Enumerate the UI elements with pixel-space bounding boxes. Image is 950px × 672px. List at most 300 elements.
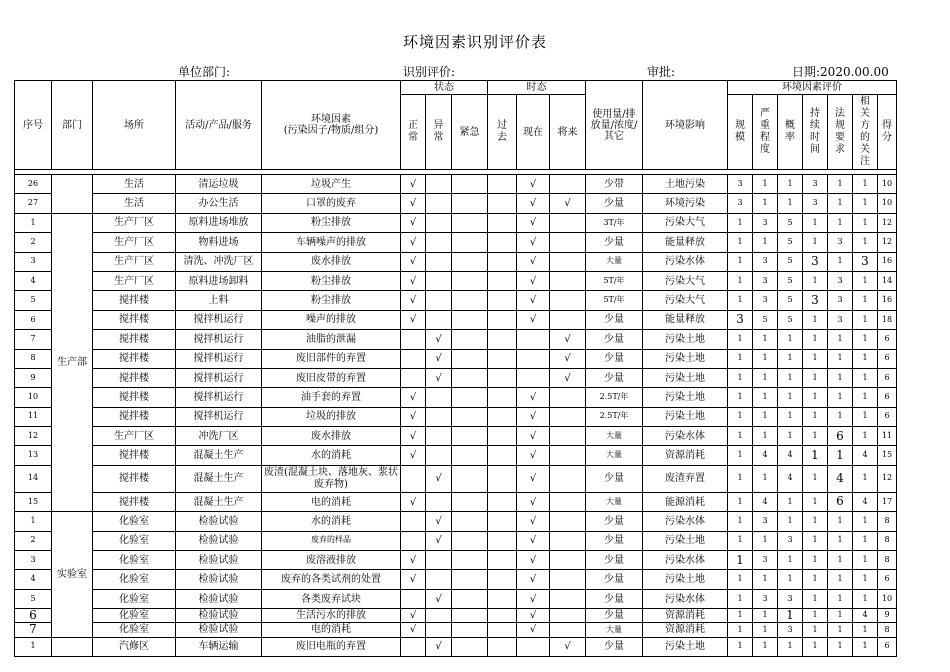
cell-score: 18: [878, 310, 897, 329]
cell-activity: 车辆运输: [176, 637, 262, 656]
header-state-urgent: 紧急: [452, 95, 488, 170]
cell-duration: 1: [803, 637, 828, 656]
cell-activity: 检验试验: [176, 570, 262, 589]
cell-abnormal: [426, 623, 452, 637]
table-body: [15, 175, 897, 657]
cell-seq: 8: [15, 349, 52, 368]
cell-factor: 生活污水的排放: [262, 609, 401, 623]
cell-usage: 大量: [586, 492, 643, 511]
cell-concern: 1: [853, 213, 878, 232]
header-eval: 环境因素评价: [728, 81, 897, 95]
cell-severity: 1: [753, 388, 778, 407]
cell-factor: 水的消耗: [262, 512, 401, 531]
cell-normal: [401, 330, 426, 349]
evaluation-table: [14, 80, 897, 657]
cell-usage: 少量: [586, 570, 643, 589]
cell-activity: 混凝土生产: [176, 446, 262, 465]
cell-concern: 1: [853, 551, 878, 570]
cell-severity: 1: [753, 233, 778, 252]
cell-impact: 污染水体: [643, 427, 728, 446]
cell-now: √: [517, 213, 550, 232]
cell-factor: 废旧部件的弃置: [262, 349, 401, 368]
cell-concern: 1: [853, 233, 878, 252]
cell-duration: 3: [803, 194, 828, 213]
cell-past: [488, 446, 517, 465]
cell-activity: 办公生活: [176, 194, 262, 213]
cell-severity: 1: [753, 623, 778, 637]
table-row: [15, 589, 897, 608]
cell-prob: 1: [778, 512, 803, 531]
cell-urgent: [452, 388, 488, 407]
cell-place: 搅拌楼: [93, 368, 176, 387]
cell-seq: 3: [15, 252, 52, 271]
cell-past: [488, 589, 517, 608]
cell-now: √: [517, 407, 550, 426]
header-impact: 环境影响: [643, 81, 728, 170]
cell-concern: 1: [853, 570, 878, 589]
cell-normal: [401, 368, 426, 387]
table-row: [15, 609, 897, 623]
cell-impact: 污染大气: [643, 213, 728, 232]
cell-future: [550, 623, 586, 637]
cell-concern: 4: [853, 609, 878, 623]
cell-place: 化验室: [93, 623, 176, 637]
cell-concern: 1: [853, 330, 878, 349]
cell-concern: 1: [853, 271, 878, 290]
cell-scale: 1: [728, 589, 753, 608]
cell-impact: 污染大气: [643, 291, 728, 310]
cell-law: 1: [828, 551, 853, 570]
cell-usage: 少量: [586, 330, 643, 349]
cell-prob: 1: [778, 407, 803, 426]
cell-abnormal: [426, 175, 452, 194]
cell-impact: 能量释放: [643, 233, 728, 252]
cell-factor: 油脂的泄漏: [262, 330, 401, 349]
cell-impact: 污染土地: [643, 570, 728, 589]
header-tense: 时态: [488, 81, 586, 95]
cell-impact: 资源消耗: [643, 609, 728, 623]
cell-activity: 上料: [176, 291, 262, 310]
cell-severity: 1: [753, 368, 778, 387]
cell-law: 1: [828, 609, 853, 623]
dept-label: 单位部门:: [178, 65, 231, 79]
cell-score: 10: [878, 194, 897, 213]
header-usage: 使用量/排放量/浓度/其它: [586, 81, 643, 170]
cell-future: [550, 213, 586, 232]
cell-seq: 1: [15, 512, 52, 531]
cell-place: 生活: [93, 175, 176, 194]
cell-usage: 大量: [586, 427, 643, 446]
cell-urgent: [452, 368, 488, 387]
header-tense-future: 将来: [550, 95, 586, 170]
cell-concern: 1: [853, 512, 878, 531]
cell-now: √: [517, 531, 550, 550]
cell-scale: 3: [728, 175, 753, 194]
header-eval-duration: 持续时间: [803, 95, 828, 170]
cell-law: 1: [828, 213, 853, 232]
cell-abnormal: √: [426, 330, 452, 349]
cell-place: 搅拌楼: [93, 446, 176, 465]
cell-abnormal: [426, 427, 452, 446]
cell-impact: 污染水体: [643, 589, 728, 608]
cell-past: [488, 531, 517, 550]
table-row: [15, 531, 897, 550]
cell-normal: [401, 531, 426, 550]
cell-normal: √: [401, 213, 426, 232]
cell-duration: 1: [803, 492, 828, 511]
cell-prob: 1: [778, 349, 803, 368]
cell-usage: 大量: [586, 446, 643, 465]
cell-duration: 1: [803, 368, 828, 387]
cell-duration: 3: [803, 252, 828, 271]
cell-prob: 5: [778, 233, 803, 252]
cell-now: [517, 637, 550, 656]
cell-factor: 水的消耗: [262, 446, 401, 465]
cell-normal: [401, 512, 426, 531]
cell-seq: 1: [15, 637, 52, 656]
cell-duration: 1: [803, 310, 828, 329]
cell-abnormal: [426, 233, 452, 252]
cell-scale: 1: [728, 551, 753, 570]
cell-scale: 1: [728, 271, 753, 290]
cell-law: 1: [828, 349, 853, 368]
cell-concern: 1: [853, 310, 878, 329]
cell-impact: 污染土地: [643, 531, 728, 550]
cell-scale: 3: [728, 194, 753, 213]
cell-duration: 1: [803, 551, 828, 570]
cell-duration: 1: [803, 570, 828, 589]
cell-scale: 1: [728, 330, 753, 349]
table-row: [15, 388, 897, 407]
cell-law: 3: [828, 291, 853, 310]
cell-law: 1: [828, 194, 853, 213]
cell-normal: [401, 349, 426, 368]
header-state: 状态: [401, 81, 488, 95]
cell-duration: 3: [803, 291, 828, 310]
cell-abnormal: √: [426, 512, 452, 531]
table-row: [15, 492, 897, 511]
table-row: [15, 271, 897, 290]
cell-scale: 1: [728, 492, 753, 511]
cell-activity: 检验试验: [176, 623, 262, 637]
cell-now: √: [517, 252, 550, 271]
cell-place: 搅拌楼: [93, 407, 176, 426]
cell-abnormal: √: [426, 531, 452, 550]
cell-place: 生活: [93, 194, 176, 213]
header-eval-scale: 规模: [728, 95, 753, 170]
table-row: [15, 175, 897, 194]
cell-seq: 15: [15, 492, 52, 511]
cell-now: √: [517, 492, 550, 511]
cell-prob: 1: [778, 570, 803, 589]
cell-law: 6: [828, 492, 853, 511]
cell-duration: 3: [803, 175, 828, 194]
cell-severity: 3: [753, 213, 778, 232]
cell-place: 搅拌楼: [93, 388, 176, 407]
cell-prob: 5: [778, 310, 803, 329]
cell-place: 化验室: [93, 512, 176, 531]
cell-usage: 少量: [586, 531, 643, 550]
cell-normal: √: [401, 623, 426, 637]
cell-concern: 1: [853, 427, 878, 446]
cell-normal: [401, 589, 426, 608]
cell-normal: √: [401, 407, 426, 426]
cell-usage: 大量: [586, 252, 643, 271]
cell-scale: 1: [728, 368, 753, 387]
cell-past: [488, 233, 517, 252]
cell-severity: 5: [753, 310, 778, 329]
cell-abnormal: √: [426, 637, 452, 656]
cell-prob: 5: [778, 252, 803, 271]
cell-urgent: [452, 407, 488, 426]
cell-seq: 2: [15, 233, 52, 252]
cell-law: 3: [828, 271, 853, 290]
cell-usage: 少量: [586, 465, 643, 492]
cell-usage: 少带: [586, 175, 643, 194]
cell-abnormal: √: [426, 589, 452, 608]
cell-severity: 1: [753, 465, 778, 492]
cell-law: 1: [828, 589, 853, 608]
cell-activity: 搅拌机运行: [176, 349, 262, 368]
cell-prob: 1: [778, 368, 803, 387]
cell-now: √: [517, 310, 550, 329]
cell-future: √: [550, 368, 586, 387]
cell-urgent: [452, 310, 488, 329]
cell-seq: 6: [15, 609, 52, 623]
cell-impact: 污染土地: [643, 388, 728, 407]
header-tense-past: 过去: [488, 95, 517, 170]
cell-law: 6: [828, 427, 853, 446]
cell-concern: 4: [853, 492, 878, 511]
cell-normal: √: [401, 194, 426, 213]
cell-law: 1: [828, 330, 853, 349]
cell-activity: 物料进场: [176, 233, 262, 252]
cell-activity: 检验试验: [176, 551, 262, 570]
cell-duration: 1: [803, 349, 828, 368]
cell-impact: 资源消耗: [643, 623, 728, 637]
cell-factor: 废水排放: [262, 427, 401, 446]
cell-seq: 7: [15, 623, 52, 637]
cell-concern: 1: [853, 407, 878, 426]
table-row: [15, 446, 897, 465]
cell-seq: 4: [15, 570, 52, 589]
cell-impact: 污染土地: [643, 407, 728, 426]
cell-duration: 1: [803, 427, 828, 446]
cell-impact: 能源消耗: [643, 492, 728, 511]
header-eval-severity: 严重程度: [753, 95, 778, 170]
header-eval-concern: 相关方的关注: [853, 95, 878, 170]
cell-place: 搅拌楼: [93, 465, 176, 492]
cell-urgent: [452, 570, 488, 589]
cell-now: √: [517, 570, 550, 589]
cell-prob: 5: [778, 291, 803, 310]
cell-duration: 1: [803, 233, 828, 252]
cell-activity: 搅拌机运行: [176, 330, 262, 349]
header-tense-now: 现在: [517, 95, 550, 170]
cell-now: √: [517, 623, 550, 637]
cell-scale: 1: [728, 213, 753, 232]
cell-severity: 1: [753, 194, 778, 213]
cell-normal: √: [401, 388, 426, 407]
cell-now: √: [517, 427, 550, 446]
cell-seq: 5: [15, 291, 52, 310]
table-row: [15, 233, 897, 252]
dept-cell: 实验室: [52, 512, 93, 637]
cell-seq: 7: [15, 330, 52, 349]
cell-law: 1: [828, 570, 853, 589]
dept-cell: [52, 637, 93, 656]
cell-severity: 1: [753, 175, 778, 194]
cell-concern: 1: [853, 637, 878, 656]
cell-prob: 1: [778, 609, 803, 623]
cell-impact: 能量释放: [643, 310, 728, 329]
cell-duration: 1: [803, 446, 828, 465]
cell-activity: 原料进场卸料: [176, 271, 262, 290]
cell-factor: 废弃的各类试剂的处置: [262, 570, 401, 589]
cell-past: [488, 330, 517, 349]
cell-severity: 3: [753, 252, 778, 271]
cell-score: 8: [878, 551, 897, 570]
cell-place: 生产厂区: [93, 427, 176, 446]
cell-severity: 1: [753, 330, 778, 349]
cell-law: 1: [828, 407, 853, 426]
cell-duration: 1: [803, 271, 828, 290]
cell-seq: 2: [15, 531, 52, 550]
cell-place: 搅拌楼: [93, 330, 176, 349]
cell-score: 6: [878, 368, 897, 387]
cell-seq: 3: [15, 551, 52, 570]
cell-concern: 1: [853, 194, 878, 213]
cell-place: 汽修区: [93, 637, 176, 656]
cell-seq: 14: [15, 465, 52, 492]
cell-now: √: [517, 194, 550, 213]
cell-urgent: [452, 609, 488, 623]
cell-place: 生产厂区: [93, 271, 176, 290]
cell-past: [488, 407, 517, 426]
cell-usage: 少量: [586, 349, 643, 368]
date-label: 日期:2020.00.00: [792, 65, 889, 79]
cell-law: 1: [828, 446, 853, 465]
cell-factor: 口罩的废弃: [262, 194, 401, 213]
cell-now: √: [517, 551, 550, 570]
cell-abnormal: [426, 551, 452, 570]
cell-duration: 1: [803, 589, 828, 608]
header-state-normal: 正常: [401, 95, 426, 170]
cell-seq: 5: [15, 589, 52, 608]
cell-score: 9: [878, 609, 897, 623]
cell-factor: 废水排放: [262, 252, 401, 271]
cell-place: 化验室: [93, 570, 176, 589]
cell-scale: 1: [728, 233, 753, 252]
cell-past: [488, 349, 517, 368]
cell-now: √: [517, 446, 550, 465]
table-row: [15, 465, 897, 492]
cell-future: √: [550, 330, 586, 349]
cell-factor: 粉尘排放: [262, 213, 401, 232]
cell-seq: 4: [15, 271, 52, 290]
cell-abnormal: [426, 446, 452, 465]
cell-abnormal: [426, 492, 452, 511]
cell-past: [488, 291, 517, 310]
cell-future: [550, 427, 586, 446]
table-row: [15, 570, 897, 589]
cell-place: 化验室: [93, 551, 176, 570]
cell-score: 10: [878, 175, 897, 194]
cell-past: [488, 310, 517, 329]
cell-concern: 4: [853, 446, 878, 465]
cell-law: 1: [828, 531, 853, 550]
cell-law: 4: [828, 465, 853, 492]
cell-score: 8: [878, 531, 897, 550]
cell-activity: 清洗、冲洗厂区: [176, 252, 262, 271]
cell-abnormal: [426, 570, 452, 589]
cell-future: [550, 551, 586, 570]
cell-prob: 5: [778, 271, 803, 290]
cell-seq: 12: [15, 427, 52, 446]
cell-law: 3: [828, 310, 853, 329]
cell-abnormal: √: [426, 349, 452, 368]
cell-usage: 少量: [586, 194, 643, 213]
cell-usage: 2.5T/年: [586, 407, 643, 426]
cell-past: [488, 512, 517, 531]
cell-prob: 1: [778, 388, 803, 407]
cell-urgent: [452, 512, 488, 531]
cell-now: [517, 368, 550, 387]
cell-impact: 污染土地: [643, 349, 728, 368]
cell-law: 1: [828, 368, 853, 387]
cell-abnormal: [426, 609, 452, 623]
cell-impact: 污染水体: [643, 551, 728, 570]
cell-severity: 1: [753, 349, 778, 368]
cell-now: √: [517, 271, 550, 290]
cell-abnormal: [426, 252, 452, 271]
cell-score: 6: [878, 637, 897, 656]
cell-concern: 1: [853, 623, 878, 637]
table-row: [15, 637, 897, 656]
cell-factor: 垃圾产生: [262, 175, 401, 194]
cell-law: 1: [828, 175, 853, 194]
cell-concern: 1: [853, 388, 878, 407]
cell-future: [550, 465, 586, 492]
cell-future: [550, 492, 586, 511]
cell-normal: √: [401, 446, 426, 465]
cell-activity: 混凝土生产: [176, 465, 262, 492]
cell-scale: 1: [728, 623, 753, 637]
cell-factor: 电的消耗: [262, 623, 401, 637]
cell-duration: 1: [803, 531, 828, 550]
cell-past: [488, 637, 517, 656]
cell-severity: 1: [753, 570, 778, 589]
cell-severity: 3: [753, 291, 778, 310]
cell-prob: 1: [778, 175, 803, 194]
cell-severity: 1: [753, 609, 778, 623]
cell-factor: 垃圾的排放: [262, 407, 401, 426]
cell-severity: 3: [753, 551, 778, 570]
cell-law: 1: [828, 252, 853, 271]
cell-usage: 少量: [586, 637, 643, 656]
cell-past: [488, 388, 517, 407]
header-activity: 活动/产品/服务: [176, 81, 262, 170]
cell-urgent: [452, 271, 488, 290]
table-row: [15, 368, 897, 387]
cell-past: [488, 194, 517, 213]
cell-factor: 各类废弃试块: [262, 589, 401, 608]
identify-label: 识别评价:: [403, 65, 456, 79]
cell-usage: 5T/年: [586, 271, 643, 290]
cell-prob: 4: [778, 446, 803, 465]
cell-usage: 少量: [586, 512, 643, 531]
cell-score: 8: [878, 512, 897, 531]
